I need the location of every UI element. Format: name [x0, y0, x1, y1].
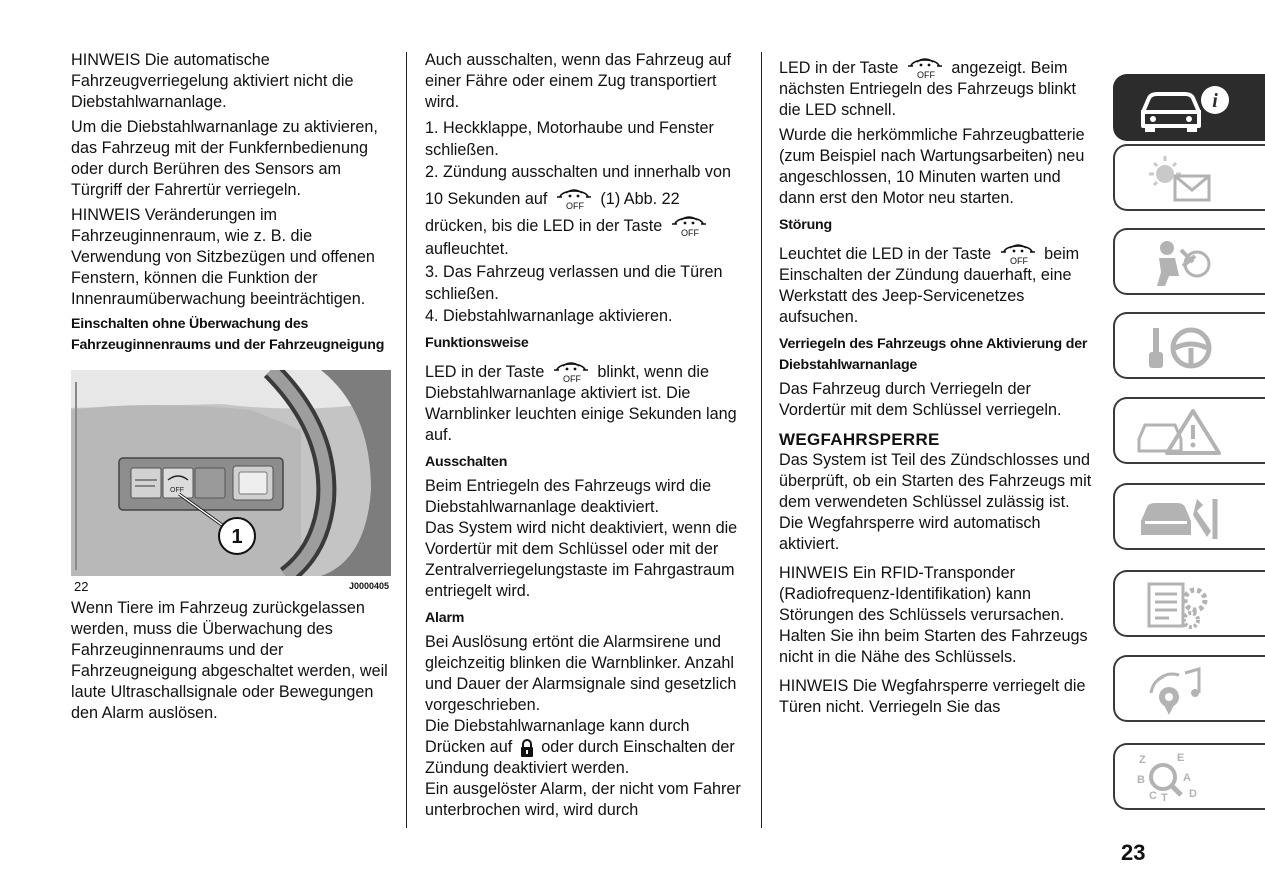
- tab-maintenance[interactable]: [1113, 483, 1265, 550]
- note-auto-lock: HINWEIS Die automatische Fahrzeugverriegelung aktiviert nicht die Diebstahlwarnanlage.: [71, 51, 354, 111]
- car-tools-icon: [1135, 491, 1235, 545]
- step-1: 1. Heckklappe, Motorhaube und Fenster schließen.: [425, 119, 714, 159]
- heading-stoerung: Störung: [779, 217, 832, 233]
- car-info-icon: [1135, 82, 1235, 136]
- multimedia-icon: [1135, 663, 1235, 717]
- svg-text:T: T: [1161, 792, 1168, 804]
- paragraph-verriegeln: Das Fahrzeug durch Verriegeln der Vordertür mit dem Schlüssel verriegeln.: [779, 380, 1062, 419]
- column-1: [71, 50, 391, 728]
- tab-emergency[interactable]: [1113, 397, 1265, 464]
- svg-text:A: A: [1183, 772, 1191, 784]
- car-alarm-off-icon: [554, 184, 594, 210]
- document-gear-icon: [1135, 578, 1235, 632]
- paragraph-activate: Um die Diebstahlwarnanlage zu aktivieren, das Fahrzeug mit der Funkfernbedienung oder durch Berühren des Sensors am Türgriff der Fahrertür verriegeln.: [71, 118, 378, 199]
- callout-1: 1: [231, 526, 243, 548]
- page-number: 23: [1121, 840, 1146, 865]
- note-interior: HINWEIS Veränderungen im Fahrzeuginnenraum, wie z. B. die Verwendung von Sitzbezügen und offenen Fenstern, können die Funktion der Innenraumüberwachung beeinträchtigen.: [71, 206, 375, 308]
- dashboard-switch-illustration: [71, 370, 391, 576]
- column-2: [425, 50, 745, 825]
- airbag-person-icon: [1135, 236, 1235, 290]
- tab-technical-data[interactable]: [1113, 570, 1265, 637]
- svg-text:Z: Z: [1139, 754, 1146, 766]
- svg-text:C: C: [1149, 790, 1157, 802]
- paragraph-ausschalten-2: Das System wird nicht deaktiviert, wenn die Vordertür mit dem Schlüssel oder mit der Zentralverriegelungstaste im Fahrgastraum entriegelt wird.: [425, 519, 738, 600]
- note-rfid: HINWEIS Ein RFID-Transponder (Radiofrequenz-Identifikation) kann Störungen des Schlüssels verursachen. Halten Sie ihn beim Starten des Fahrzeugs nicht in die Nähe des Schlüssels.: [779, 564, 1088, 666]
- tab-multimedia[interactable]: [1113, 655, 1265, 722]
- heading-verriegeln: Verriegeln des Fahrzeugs ohne Aktivierung der Diebstahlwarnanlage: [779, 336, 1088, 373]
- figure-22: [71, 370, 391, 576]
- car-alarm-off-icon: [669, 211, 709, 237]
- column-divider-1: [406, 52, 407, 828]
- car-alarm-off-icon: [905, 53, 945, 79]
- step-2: 2. Zündung ausschalten und innerhalb von 10 Sekunden auf (1) Abb. 22 drücken, bis die LED in der Taste aufleuchtet.: [425, 163, 731, 258]
- svg-text:E: E: [1177, 752, 1185, 764]
- step-3: 3. Das Fahrzeug verlassen und die Türen schließen.: [425, 263, 723, 303]
- paragraph-animals: Wenn Tiere im Fahrzeug zurückgelassen werden, muss die Überwachung des Fahrzeuginnenraums und der Fahrzeugneigung abgeschaltet werden, weil laute Ultraschallsignale oder Bewegungen den Alarm auslösen.: [71, 599, 388, 722]
- heading-einschalten: Einschalten ohne Überwachung des Fahrzeuginnenraums und der Fahrzeugneigung: [71, 316, 385, 353]
- figure-caption: [71, 578, 391, 598]
- svg-text:i: i: [1212, 90, 1218, 112]
- paragraph-ferry: Auch ausschalten, wenn das Fahrzeug auf einer Fähre oder einem Zug transportiert wird.: [425, 51, 731, 111]
- paragraph-wegfahrsperre-2: Die Wegfahrsperre wird automatisch aktiviert.: [779, 514, 1041, 553]
- column-3: [779, 50, 1101, 722]
- step-4: 4. Diebstahlwarnanlage aktivieren.: [425, 307, 673, 325]
- paragraph-ausschalten-1: Beim Entriegeln des Fahrzeugs wird die Diebstahlwarnanlage deaktiviert.: [425, 477, 712, 516]
- tab-starting-driving[interactable]: [1113, 312, 1265, 379]
- warning-lights-message-icon: [1135, 152, 1235, 206]
- padlock-icon: [519, 738, 535, 758]
- svg-text:D: D: [1189, 788, 1197, 800]
- heading-funktionsweise: Funktionsweise: [425, 335, 529, 351]
- paragraph-funktionsweise: LED in der Taste blinkt, wenn die Diebstahlwarnanlage aktiviert ist. Die Warnblinker leuchten einige Sekunden lang auf.: [425, 357, 745, 446]
- column-divider-2: [761, 52, 762, 828]
- tab-safety[interactable]: [1113, 228, 1265, 295]
- tab-index[interactable]: [1113, 743, 1265, 810]
- car-alarm-off-icon: [998, 239, 1038, 265]
- paragraph-stoerung: Leuchtet die LED in der Taste beim Einschalten der Zündung dauerhaft, eine Werkstatt des Jeep-Servicenetzes aufsuchen.: [779, 239, 1101, 328]
- note-doors: HINWEIS Die Wegfahrsperre verriegelt die Türen nicht. Verriegeln Sie das: [779, 677, 1086, 716]
- figure-number: 22: [74, 579, 89, 594]
- alphabetical-index-icon: [1135, 751, 1235, 805]
- paragraph-battery: Wurde die herkömmliche Fahrzeugbatterie (zum Beispiel nach Wartungsarbeiten) neu angeschlossen, 10 Minuten warten und dann erst den Motor neu starten.: [779, 126, 1085, 207]
- key-steering-wheel-icon: [1135, 320, 1235, 374]
- paragraph-led: LED in der Taste angezeigt. Beim nächsten Entriegeln des Fahrzeugs blinkt die LED schnell.: [779, 53, 1101, 121]
- figure-code: J0000405: [348, 581, 389, 591]
- paragraph-alarm-2: Die Diebstahlwarnanlage kann durch Drücken auf oder durch Einschalten der Zündung deaktiviert werden.: [425, 717, 735, 777]
- tab-warning-lights[interactable]: [1113, 144, 1265, 211]
- button-off-label: OFF: [170, 487, 184, 494]
- car-alarm-off-icon: [551, 357, 591, 383]
- tab-car-info[interactable]: [1113, 74, 1265, 141]
- car-accident-warning-icon: [1135, 405, 1235, 459]
- section-wegfahrsperre: WEGFAHRSPERRE: [779, 430, 940, 449]
- heading-ausschalten: Ausschalten: [425, 454, 508, 470]
- paragraph-alarm-1: Bei Auslösung ertönt die Alarmsirene und gleichzeitig blinken die Warnblinker. Anzahl und Dauer der Alarmsignale sind gesetzlich vorgeschrieben.: [425, 633, 737, 714]
- paragraph-alarm-3: Ein ausgelöster Alarm, der nicht vom Fahrer unterbrochen wird, wird durch: [425, 780, 741, 819]
- heading-alarm: Alarm: [425, 610, 465, 626]
- svg-text:B: B: [1137, 774, 1145, 786]
- paragraph-wegfahrsperre-1: Das System ist Teil des Zündschlosses und überprüft, ob ein Starten des Fahrzeugs mit dem verwendeten Schlüssel zulässig ist.: [779, 451, 1092, 511]
